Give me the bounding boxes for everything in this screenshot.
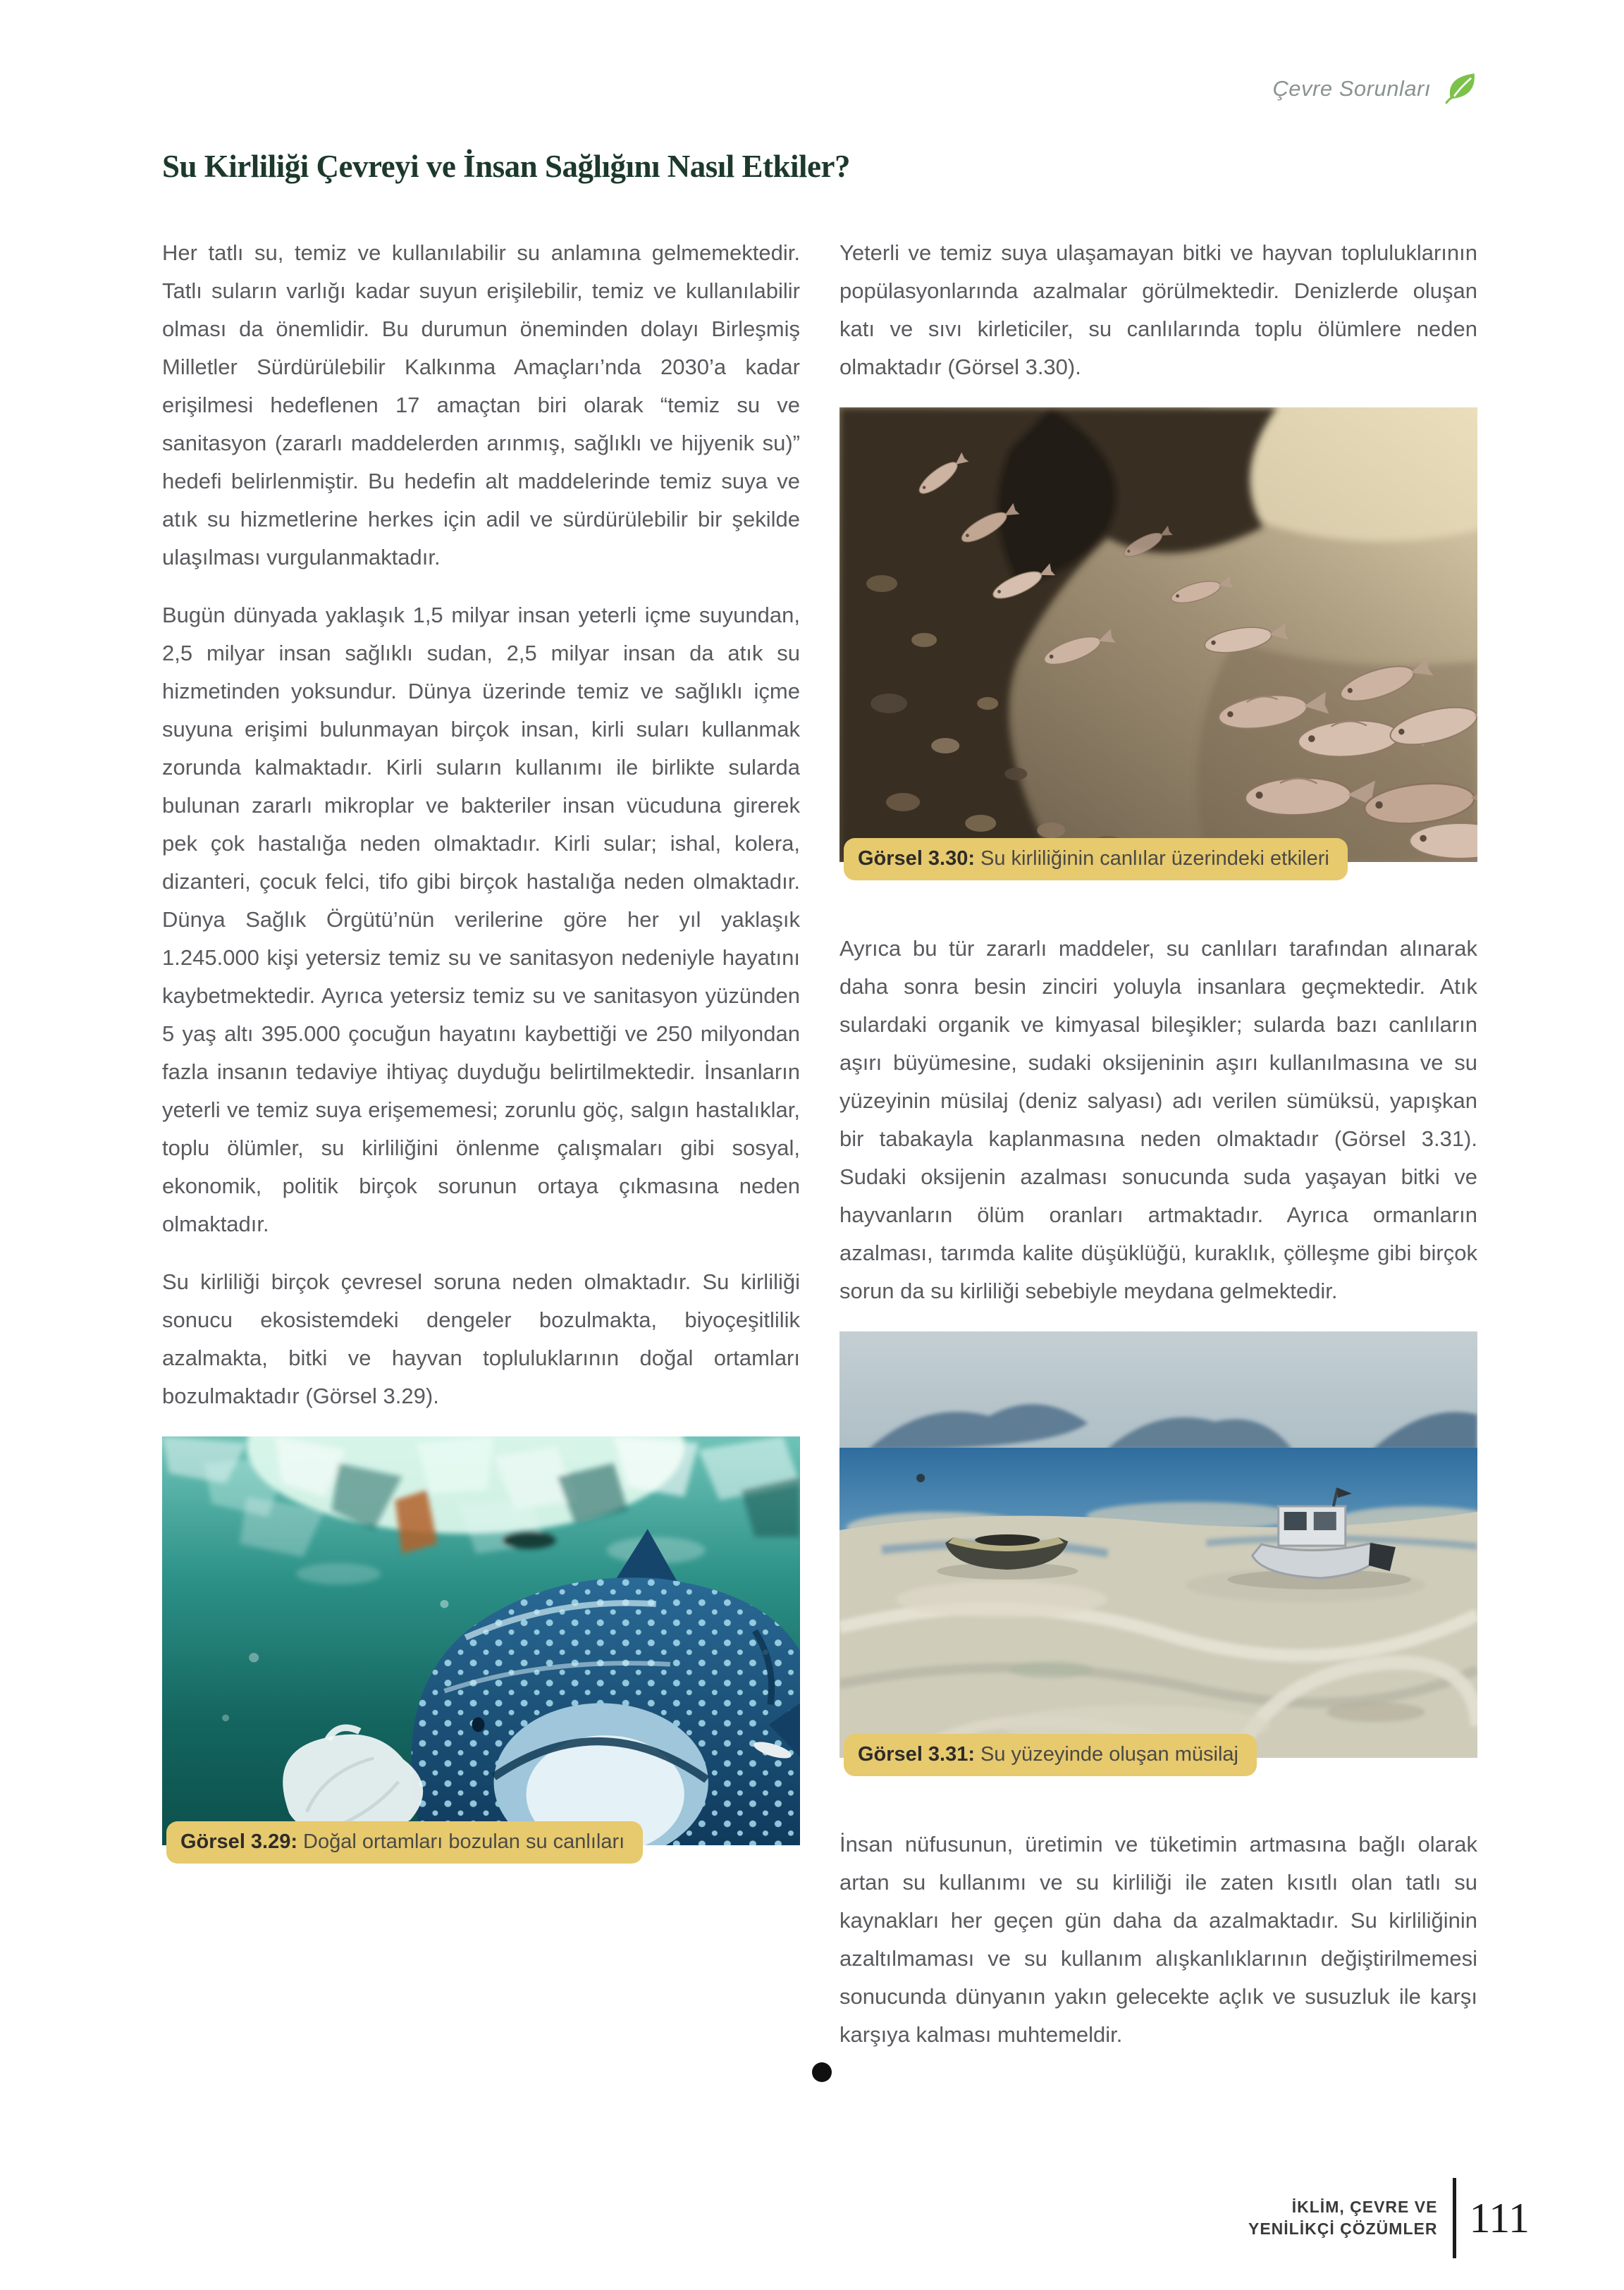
- figure-caption-text: Doğal ortamları bozulan su canlıları: [303, 1830, 625, 1853]
- figure-caption-3-31: [844, 1734, 1257, 1776]
- whale-shark-photo-illustration: [162, 1436, 800, 1845]
- photo-dead-fish: [839, 407, 1477, 862]
- figure-3-29: [162, 1436, 800, 1853]
- paragraph-right-2: Ayrıca bu tür zararlı maddeler, su canlıları tarafından alınarak daha sonra besin zinciri yoluyla insanlara geçmektedir. Atık sulardaki organik ve kimyasal bileşikler; sularda bazı canlıların aşırı büyümesine, sudaki oksijeninin aşırı kullanılmasına ve su yüzeyinin müsilaj (deniz salyası) adı verilen sümüksü, yapışkan bir tabakayla kaplanmasına neden olmaktadır (Görsel 3.31). Sudaki oksijenin azalması sonucunda suda yaşayan bitki ve hayvanların ölüm oranları artmaktadır. Ayrıca ormanların azalması, tarımda kalite düşüklüğü, kuraklık, çölleşme gibi birçok sorun da su kirliliği sebebiyle meydana gelmektedir.: [839, 936, 1477, 1303]
- leaf-icon: [1441, 69, 1479, 107]
- dead-fish-photo-illustration: [839, 407, 1477, 862]
- right-column: [839, 234, 1477, 2074]
- page-footer: [1248, 2178, 1530, 2258]
- figure-3-30: [839, 407, 1477, 870]
- paragraph-left-1: Her tatlı su, temiz ve kullanılabilir su anlamına gelmemektedir. Tatlı suların varlığı kadar suyun erişilebilir, temiz ve kullanılabilir olması da önemlidir. Bu durumun öneminden dolayı Birleşmiş Milletler Sürdürülebilir Kalkınma Amaçları’nda 2030’a kadar erişilmesi hedeflenen 17 amaçtan biri olarak “temiz su ve sanitasyon (zararlı maddelerden arınmış, sağlıklı ve hijyenik su)” hedefi belirlenmiştir. Bu hedefin alt maddelerinde temiz suya ve atık su hizmetlerine herkes için adil ve sürdürülebilir bir şekilde ulaşılması vurgulanmaktadır.: [162, 240, 800, 570]
- figure-caption-text: Su kirliliğinin canlılar üzerindeki etkileri: [980, 847, 1329, 870]
- page-title: Su Kirliliği Çevreyi ve İnsan Sağlığını Nasıl Etkiler?: [162, 149, 851, 184]
- figure-caption-3-29: [166, 1821, 643, 1864]
- figure-label: Görsel 3.30:: [858, 847, 976, 870]
- paragraph-right-3: İnsan nüfusunun, üretimin ve tüketimin artmasına bağlı olarak artan su kullanımı ve su kirliliği ile zaten kısıtlı olan tatlı su kaynakları her geçen gün daha da azalmaktadır. Su kirliliğinin azaltılmaması ve su kullanım alışkanlıklarının değiştirilmemesi sonucunda dünyanın yakın gelecekte açlık ve susuzluk ile karşı karşıya kalması muhtemeldir.: [839, 1832, 1477, 2047]
- paragraph-right-1: Yeterli ve temiz suya ulaşamayan bitki ve hayvan topluluklarının popülasyonlarında azalmalar görülmektedir. Denizlerde oluşan katı ve sıvı kirleticiler, su canlılarında toplu ölümlere neden olmaktadır (Görsel 3.30).: [839, 240, 1477, 379]
- left-column: [162, 234, 800, 2074]
- figure-3-31: [839, 1331, 1477, 1766]
- content-columns: [162, 234, 1477, 2074]
- paragraph-left-3: Su kirliliği birçok çevresel soruna neden olmaktadır. Su kirliliği sonucu ekosistemdeki dengeler bozulmakta, biyoçeşitlilik azalmakta, bitki ve hayvan topluluklarının doğal ortamları bozulmaktadır (Görsel 3.29).: [162, 1269, 800, 1408]
- page-number: 111: [1469, 2194, 1530, 2241]
- book-title-line1: İKLİM, ÇEVRE VE: [1291, 2198, 1438, 2216]
- figure-caption-3-30: [844, 838, 1348, 880]
- section-end-dot: [812, 2062, 832, 2082]
- photo-whale-shark-plastic: [162, 1436, 800, 1845]
- mucilage-photo-illustration: [839, 1331, 1477, 1758]
- photo-mucilage-sea: [839, 1331, 1477, 1758]
- footer-divider: [1453, 2178, 1456, 2258]
- figure-caption-text: Su yüzeyinde oluşan müsilaj: [980, 1742, 1238, 1766]
- figure-label: Görsel 3.31:: [858, 1742, 976, 1766]
- running-header: [1272, 69, 1479, 107]
- figure-label: Görsel 3.29:: [180, 1830, 298, 1853]
- book-title: [1248, 2196, 1437, 2240]
- book-title-line2: YENİLİKÇİ ÇÖZÜMLER: [1248, 2220, 1438, 2238]
- paragraph-left-2: Bugün dünyada yaklaşık 1,5 milyar insan yeterli içme suyundan, 2,5 milyar insan sağlıklı sudan, 2,5 milyar insan da atık su hizmetinden yoksundur. Dünya üzerinde temiz ve sağlıklı içme suyuna erişimi bulunmayan birçok insan, kirli suları kullanmak zorunda kalmaktadır. Kirli suların kullanımı ile birlikte sularda bulunan zararlı mikroplar ve bakteriler insan vücuduna girerek pek çok hastalığa neden olmaktadır. Kirli sular; ishal, kolera, dizanteri, çocuk felci, tifo gibi birçok hastalığa neden olmaktadır. Dünya Sağlık Örgütü’nün verilerine göre her yıl yaklaşık 1.245.000 kişi yetersiz temiz su ve sanitasyon nedeniyle hayatını kaybetmektedir. Ayrıca yetersiz temiz su ve sanitasyon yüzünden 5 yaş altı 395.000 çocuğun hayatını kaybettiği ve 250 milyondan fazla insanın tedaviye ihtiyaç duyduğu belirtilmektedir. İnsanların yeterli ve temiz suya erişememesi; zorunlu göç, salgın hastalıklar, toplu ölümler, su kirliliğini önlenme çalışmaları gibi sosyal, ekonomik, politik birçok sorunun ortaya çıkmasına neden olmaktadır.: [162, 603, 800, 1236]
- section-label: Çevre Sorunları: [1272, 76, 1431, 101]
